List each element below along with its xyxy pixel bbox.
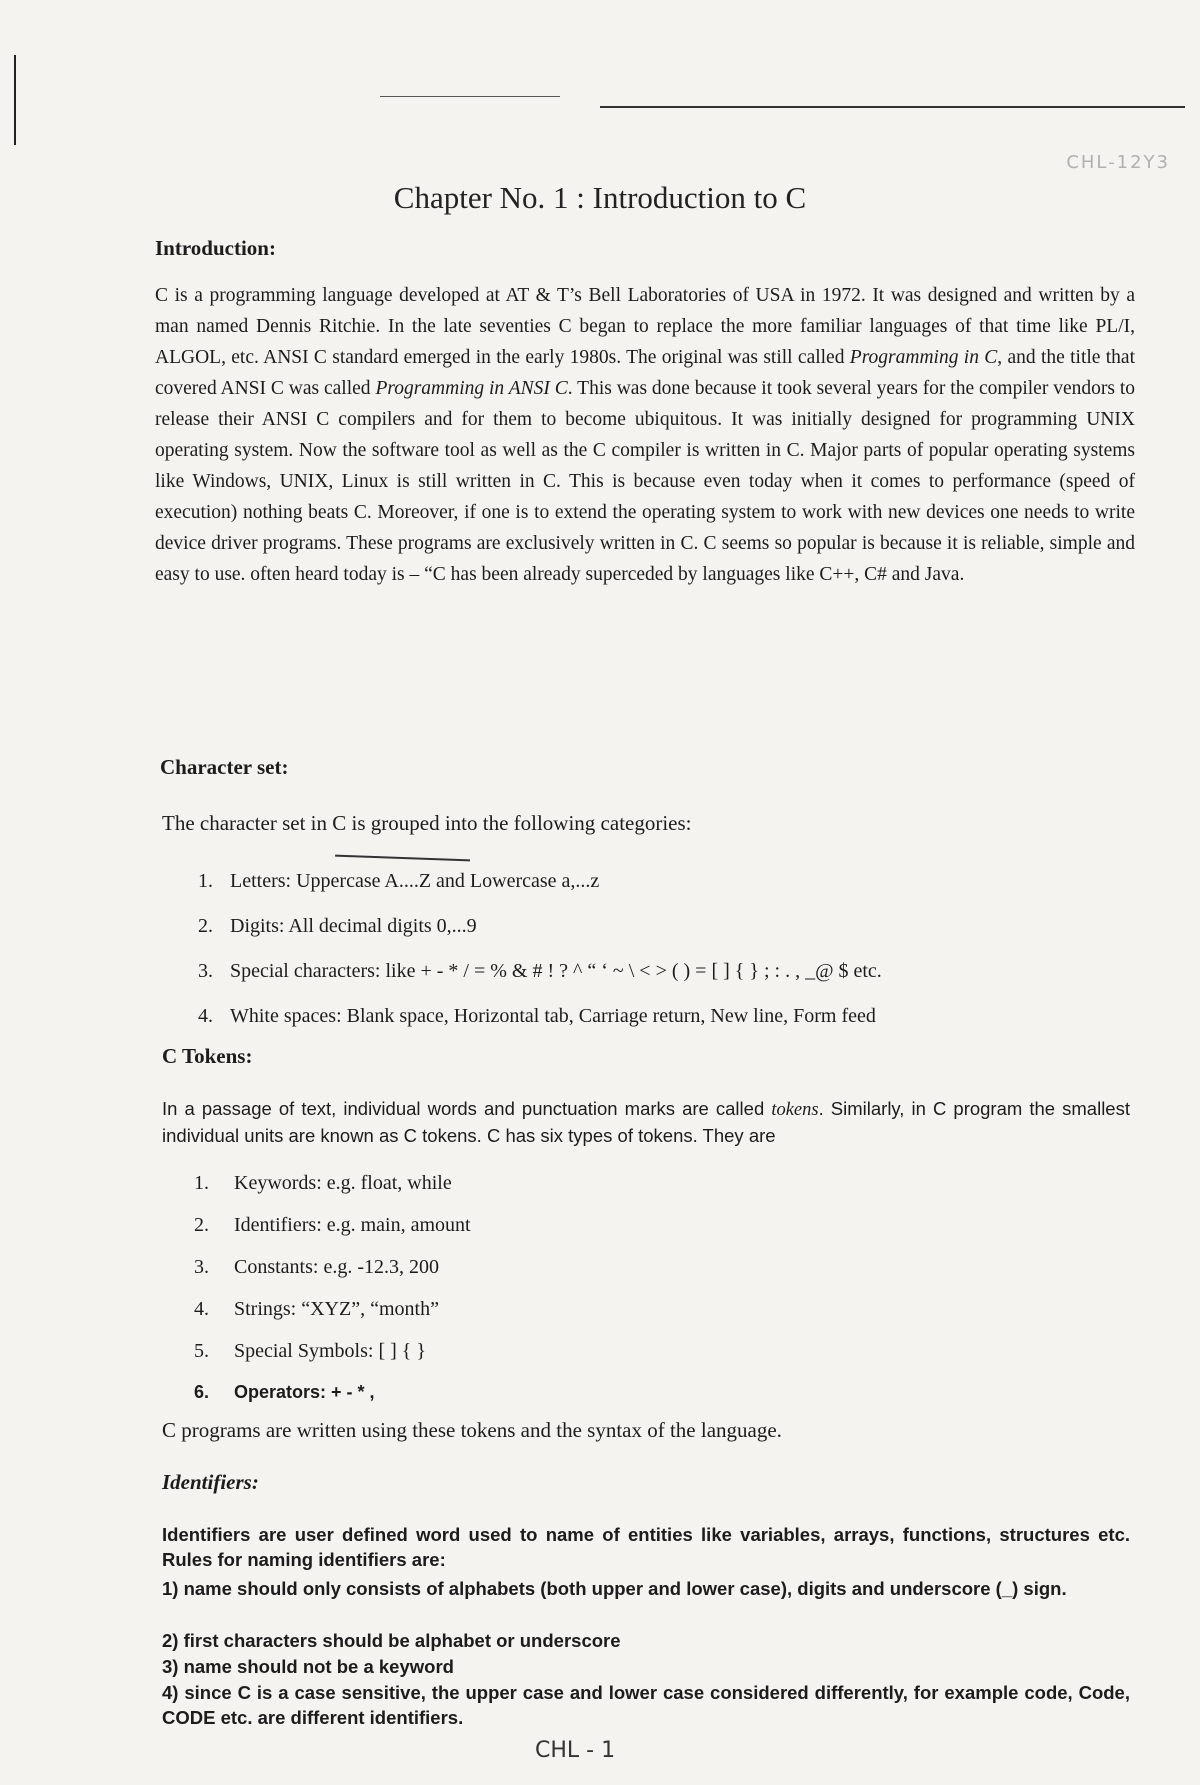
footer-page-mark: CHL - 1 xyxy=(535,1738,616,1763)
header-rule-right xyxy=(600,106,1185,108)
intro-paragraph xyxy=(155,280,1135,590)
tokens-italic-word: tokens xyxy=(771,1100,819,1120)
token-item: 1. Keywords: e.g. float, while xyxy=(194,1172,452,1194)
tokens-lead: In a passage of text, individual words and punctuation marks are called tokens. Similarly, in C program the smallest individual units are known as C tokens. C has six types of tokens. They are xyxy=(162,1098,1130,1146)
charset-item: 2. Digits: All decimal digits 0,...9 xyxy=(198,915,477,937)
identifier-rule: 1) name should only consists of alphabets (both upper and lower case), digits and underscore (_) sign. xyxy=(162,1578,1067,1599)
identifier-rule: 4) since C is a case sensitive, the upper case and lower case considered differently, for example code, Code, CODE etc. are different identifiers. xyxy=(162,1682,1130,1728)
charset-item: 3. Special characters: like + - * / = % & # ! ? ^ “ ‘ ~ \ < > ( ) = [ ] { } ; : . , _@ $ etc. xyxy=(198,960,882,982)
intro-heading: Introduction: xyxy=(155,236,276,260)
intro-text-a: C is a programming language developed at AT & T’s Bell Laboratories of USA in 1972. It was designed and written by a man named Dennis Ritchie. In the late seventies C began to replace the more familiar languages of that time like PL/I, ALGOL, etc. ANSI C standard emerged in the early 1980s. The original was still called xyxy=(155,285,1135,368)
token-item: 2. Identifiers: e.g. main, amount xyxy=(194,1214,471,1236)
intro-text-c: . This was done because it took several years for the compiler vendors to release their ANSI C compilers and for them to become ubiquitous. It was initially designed for programming UNIX operating system. Now the software tool as well as the C compiler is written in C. Major parts of popular operating systems like Windows, UNIX, Linux is still written in C. This is because even today when it comes to performance (speed of execution) nothing beats C. Moreover, if one is to extend the operating system to work with new devices one needs to write device driver programs. These programs are exclusively written in C. C seems so popular is because it is reliable, simple and easy to use. often heard today is – “C has been already superceded by languages like C++, C# and Java. xyxy=(155,378,1135,585)
chapter-title: Chapter No. 1 : Introduction to C xyxy=(393,180,807,215)
token-item: 6. Operators: + - * , xyxy=(194,1382,375,1402)
charset-item: 4. White spaces: Blank space, Horizontal tab, Carriage return, New line, Form feed xyxy=(198,1005,876,1027)
intro-italic-1: Programming in C xyxy=(849,347,998,368)
charset-lead: The character set in C is grouped into the following categories: xyxy=(162,811,692,835)
token-item: 4. Strings: “XYZ”, “month” xyxy=(194,1298,439,1320)
token-item: 5. Special Symbols: [ ] { } xyxy=(194,1340,426,1362)
identifiers-lead: Identifiers are user defined word used to name of entities like variables, arrays, functions, structures etc. Rules for naming identifiers are: xyxy=(162,1524,1130,1570)
header-rule-left xyxy=(380,96,560,97)
intro-text-b: , and the title that covered ANSI C was called xyxy=(155,347,1135,399)
charset-item: 1. Letters: Uppercase A....Z and Lowercase a,...z xyxy=(198,870,600,892)
token-item: 3. Constants: e.g. -12.3, 200 xyxy=(194,1256,439,1278)
tokens-heading: C Tokens: xyxy=(162,1044,253,1068)
identifier-rule: 2) first characters should be alphabet or underscore xyxy=(162,1630,621,1651)
pen-underline xyxy=(335,855,470,865)
margin-line xyxy=(14,55,16,145)
corner-page-mark: CHL-12Y3 xyxy=(1066,152,1170,173)
tokens-closing: C programs are written using these tokens and the syntax of the language. xyxy=(162,1418,782,1442)
identifiers-heading: Identifiers: xyxy=(162,1470,259,1494)
identifier-rule: 3) name should not be a keyword xyxy=(162,1656,454,1677)
intro-italic-2: Programming in ANSI C xyxy=(375,378,568,399)
charset-heading: Character set: xyxy=(160,755,289,779)
